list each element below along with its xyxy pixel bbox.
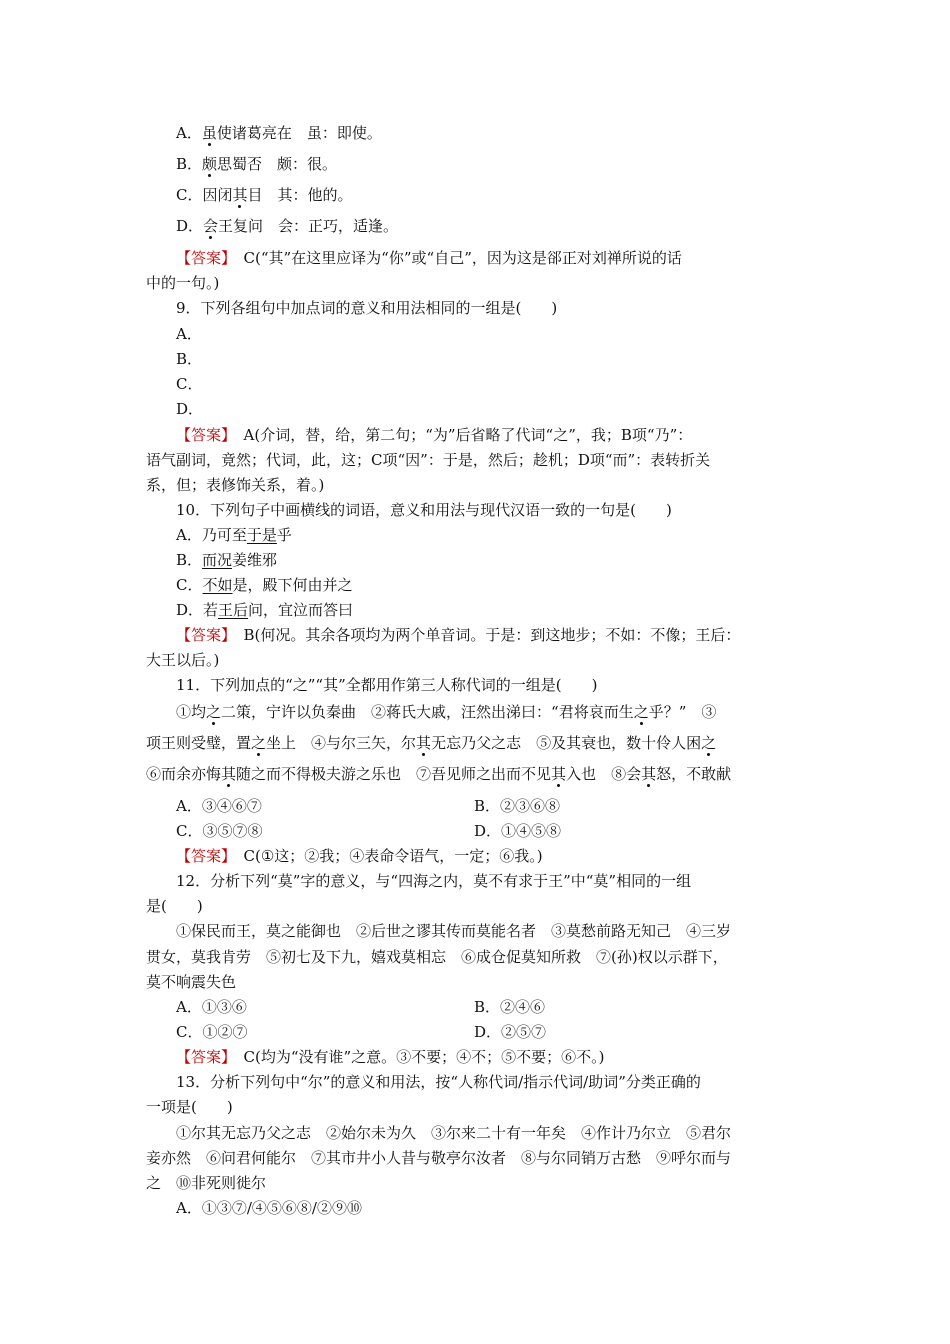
- emphasis-dot-char: 颇: [202, 155, 218, 173]
- q12-body-line-3: 莫不响震失色: [146, 973, 237, 991]
- q12-answer-line-1: 【答案】 C(均为“没有谁”之意。③不要；④不；⑤不要；⑥不。): [176, 1048, 605, 1066]
- q9-option-b: B．: [176, 350, 203, 368]
- emphasis-dot-char: 其: [221, 765, 237, 783]
- q8-option-a: A．虽使诸葛亮在 虽：即使。: [176, 124, 382, 142]
- emphasis-dot-char: 之: [701, 734, 717, 752]
- q12-body-line-2: 贯女，莫我肯劳 ⑤初七及下九，嬉戏莫相忘 ⑥成仓促莫知所救 ⑦(孙)权以示群下，: [146, 948, 728, 966]
- emphasis-dot-char: 之: [206, 703, 222, 721]
- q12-stem-line-2: 是( ): [146, 897, 203, 915]
- q10-stem: 10．下列句子中画横线的词语，意义和用法与现代汉语一致的一句是( ): [176, 501, 672, 519]
- emphasis-dot-char: 其: [641, 765, 657, 783]
- answer-tag: 【答案】: [176, 847, 229, 865]
- emphasis-dot-char: 虽: [201, 124, 217, 142]
- q13-option-a: A．①③⑦/④⑤⑥⑧/②⑨⑩: [176, 1199, 362, 1217]
- q10-answer-line-2: 大王以后。): [146, 651, 220, 669]
- q11-option-b: B．②③⑥⑧: [474, 797, 561, 815]
- underlined-word: 王后: [218, 601, 249, 619]
- underlined-word: 不如: [202, 576, 233, 594]
- q13-stem-line-2: 一项是( ): [146, 1098, 233, 1116]
- q11-body-line-1: ①均之二策，宁许以负秦曲 ②蒋氏大戚，汪然出涕曰：“君将哀而生之乎？” ③: [176, 703, 717, 721]
- q11-option-a: A．③④⑥⑦: [176, 797, 262, 815]
- answer-tag: 【答案】: [176, 626, 229, 644]
- q8-option-c: C．因闭其目 其：他的。: [176, 186, 353, 204]
- underlined-word: 于是: [246, 526, 277, 544]
- q9-option-a: A．: [176, 325, 202, 343]
- emphasis-dot-char: 之: [251, 734, 267, 752]
- q10-option-d: D．若王后问，宜泣而答曰: [176, 601, 354, 619]
- q9-answer-line-2: 语气副词，竟然；代词，此，这；C项“因”：于是，然后；趁机；D项“而”：表转折关: [146, 451, 711, 469]
- q12-option-d: D．②⑤⑦: [474, 1023, 547, 1041]
- underlined-word: 而况: [202, 551, 233, 569]
- emphasis-dot-char: 其: [232, 186, 248, 204]
- q12-option-b: B．②④⑥: [474, 998, 546, 1016]
- q13-body-line-1: ①尔其无忘乃父之志 ②始尔未为久 ③尔来二十有一年矣 ④作计乃尔立 ⑤君尔: [176, 1124, 732, 1142]
- q9-answer-line-1: 【答案】 A(介词，替，给，第二句；“为”后省略了代词“之”，我；B项“乃”：: [176, 426, 693, 444]
- emphasis-dot-char: 其: [551, 765, 567, 783]
- answer-tag: 【答案】: [176, 249, 229, 267]
- q12-stem-line-1: 12．分析下列“莫”字的意义，与“四海之内，莫不有求于王”中“莫”相同的一组: [176, 872, 692, 890]
- q12-body-line-1: ①保民而王，莫之能御也 ②后世之谬其传而莫能名者 ③莫愁前路无知己 ④三岁: [176, 922, 732, 940]
- q11-option-c: C．③⑤⑦⑧: [176, 822, 263, 840]
- q8-answer-line-1: 【答案】 C(“其”在这里应译为“你”或“自己”，因为这是郤正对刘禅所说的话: [176, 249, 682, 267]
- q9-option-c: C．: [176, 375, 203, 393]
- q10-option-a: A．乃可至于是乎: [176, 526, 292, 544]
- q12-option-c: C．①②⑦: [176, 1023, 248, 1041]
- q9-stem: 9．下列各组句中加点词的意义和用法相同的一组是( ): [176, 299, 558, 317]
- q11-option-d: D．①④⑤⑧: [474, 822, 562, 840]
- emphasis-dot-char: 之: [633, 703, 649, 721]
- answer-tag: 【答案】: [176, 1048, 229, 1066]
- q10-option-b: B．而况姜维邪: [176, 551, 278, 569]
- q11-body-line-3: ⑥而余亦悔其随之而不得极夫游之乐也 ⑦吾见师之出而不见其入也 ⑧会其怒，不敢献: [146, 765, 732, 783]
- answer-tag: 【答案】: [176, 426, 229, 444]
- q10-answer-line-1: 【答案】 B(何况。其余各项均为两个单音词。于是：到这地步；不如：不像；王后：: [176, 626, 741, 644]
- q13-body-line-3: 之 ⑩非死则徙尔: [146, 1174, 267, 1192]
- q8-option-d: D．会王复问 会：正巧，适逢。: [176, 217, 399, 235]
- emphasis-dot-char: 其: [416, 734, 432, 752]
- q10-option-c: C．不如是，殿下何由并之: [176, 576, 353, 594]
- q12-option-a: A．①③⑥: [176, 998, 247, 1016]
- q9-option-d: D．: [176, 400, 204, 418]
- q8-option-b: B．颇思蜀否 颇：很。: [176, 155, 338, 173]
- q11-body-line-2: 项王则受璧，置之坐上 ④与尔三矢，尔其无忘乃父之志 ⑤及其衰也，数十伶人困之: [146, 734, 717, 752]
- q8-answer-line-2: 中的一句。): [146, 274, 220, 292]
- q11-answer-line-1: 【答案】 C(①这；②我；④表命令语气，一定；⑥我。): [176, 847, 543, 865]
- q13-body-line-2: 妾亦然 ⑥问君何能尔 ⑦其市井小人昔与敬亭尔汝者 ⑧与尔同销万古愁 ⑨呼尔而与: [146, 1149, 732, 1167]
- q13-stem-line-1: 13．分析下列句中“尔”的意义和用法，按“人称代词/指示代词/助词”分类正确的: [176, 1073, 701, 1091]
- emphasis-dot-char: 会: [203, 217, 219, 235]
- q11-stem: 11．下列加点的“之”“其”全都用作第三人称代词的一组是( ): [176, 676, 598, 694]
- q9-answer-line-3: 系，但；表修饰关系，着。): [146, 476, 325, 494]
